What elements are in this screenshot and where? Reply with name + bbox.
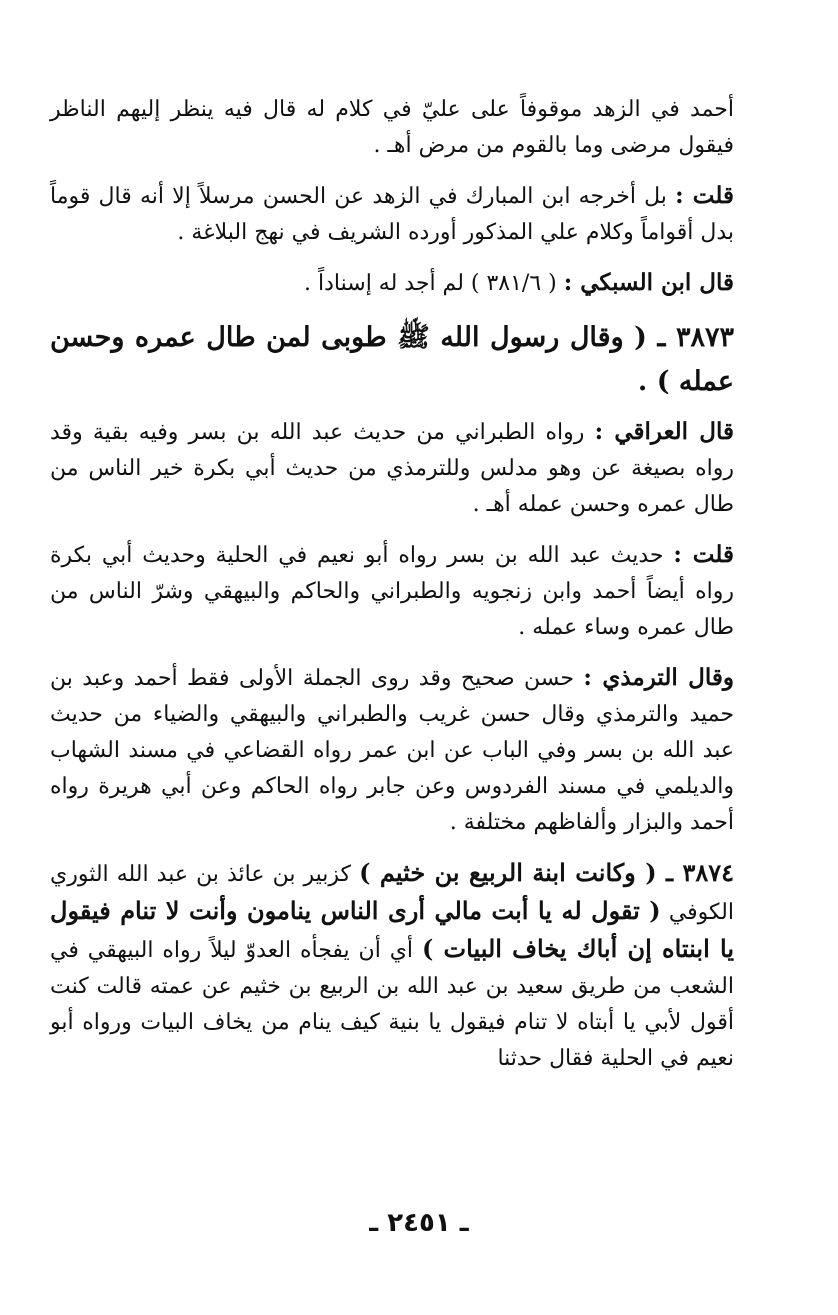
hadith-3874-paragraph <box>50 855 734 1077</box>
hadith-3874-part2: كزبير بن عائذ بن عبد الله الثوري الكوفي <box>50 862 735 925</box>
paragraph-1-text: أحمد في الزهد موقوفاً على عليّ في كلام له قال فيه ينظر إليهم الناظر فيقول مرضى وما بالقوم من مرض أهـ . <box>50 97 734 158</box>
paragraph-6 <box>50 537 734 646</box>
paragraph-3-text: ( ٣٨١/٦ ) لم أجد له إسناداً . <box>304 271 564 296</box>
paragraph-3 <box>50 265 734 302</box>
paragraph-6-text: حديث عبد الله بن بسر رواه أبو نعيم في الحلية وحديث أبي بكرة رواه أيضاً أحمد وابن زنجويه والطبراني والحاكم والبيهقي وشرّ الناس من طال عمره وساء عمله . <box>50 543 734 640</box>
paragraph-7 <box>50 660 734 841</box>
hadith-3874-part4: أي أن يفجأه العدوّ ليلاً رواه البيهقي في الشعب من طريق سعيد بن عبد الله بن الربيع بن خثيم عن عمته قالت كنت أقول لأبي يا أبتاه لا تنام فيقول يا بنية كيف ينام من يخاف البيات ورواه أبو نعيم في الحلية فقال حدثنا <box>50 938 734 1071</box>
paragraph-7-lead: وقال الترمذي : <box>583 664 735 691</box>
paragraph-2-text: بل أخرجه ابن المبارك في الزهد عن الحسن مرسلاً إلا أنه قال قوماً بدل أقواماً وكلام علي المذكور أورده الشريف في نهج البلاغة . <box>50 184 734 245</box>
paragraph-6-lead: قلت : <box>673 541 734 568</box>
hadith-3874-heading: ٣٨٧٤ ـ ( وكانت ابنة الربيع بن خثيم ) <box>359 858 735 887</box>
page-number: ـ ٢٤٥١ ـ <box>369 1208 469 1238</box>
paragraph-7-text: حسن صحيح وقد روى الجملة الأولى فقط أحمد وعبد بن حميد والترمذي وقال حسن غريب والطبراني والبيهقي والضياء من حديث عبد الله بن بسر وفي الباب عن ابن عمر رواه القضاعي في مسند الشهاب والديلمي في مسند الفردوس وعن جابر رواه الحاكم وعن أبي هريرة رواه أحمد والبزار وألفاظهم مختلفة . <box>50 666 735 835</box>
hadith-3873-text: ٣٨٧٣ ـ ( وقال رسول الله ﷺ طوبى لمن طال عمره وحسن عمله ) . <box>50 322 734 397</box>
hadith-3874-quote: ( تقول له يا أبت مالي أرى الناس ينامون وأنت لا تنام فيقول يا ابنتاه إن أباك يخاف البيات ) <box>50 896 734 963</box>
paragraph-1 <box>50 92 734 164</box>
paragraph-2-lead: قلت : <box>675 182 734 209</box>
paragraph-5-lead: قال العراقي : <box>594 418 734 445</box>
page-body <box>50 92 734 1091</box>
hadith-3873-heading <box>50 316 734 404</box>
paragraph-2 <box>50 178 734 251</box>
paragraph-5 <box>50 414 734 523</box>
paragraph-3-lead: قال ابن السبكي : <box>563 269 734 296</box>
paragraph-5-text: رواه الطبراني من حديث عبد الله بن بسر وفيه بقية وقد رواه بصيغة عن وهو مدلس وللترمذي من حديث أبي بكرة خير الناس من طال عمره وحسن عمله أهـ . <box>50 420 734 517</box>
